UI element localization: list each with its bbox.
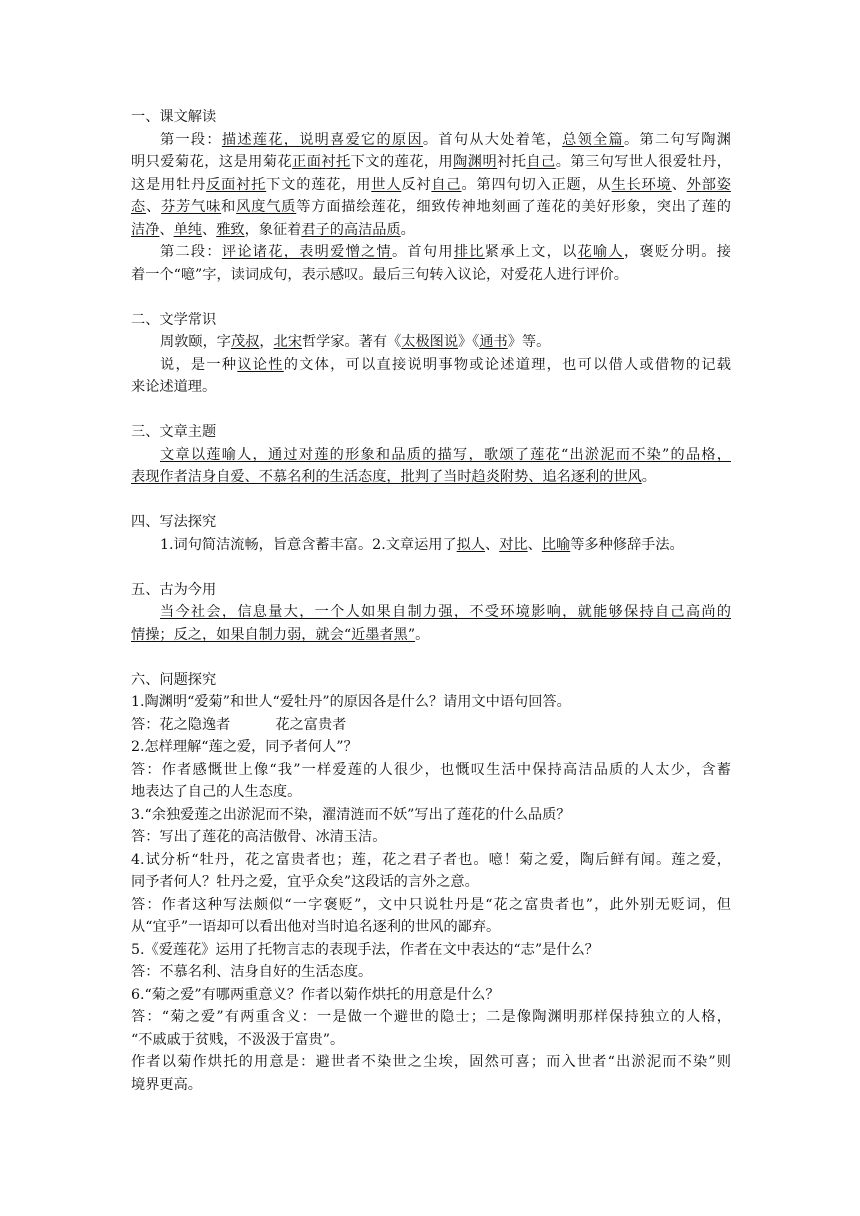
- underlined-phrase: 北宋: [273, 334, 302, 350]
- underlined-phrase: 文章以莲喻人，通过对莲的形象和品质的描写，歌颂了莲花“出淤泥而不染”的品格，: [160, 446, 731, 463]
- text-segment: “不戚戚于贫贱，不汲汲于富贵”。: [131, 1031, 345, 1048]
- text-line: [131, 691, 731, 714]
- section-s5: [131, 579, 731, 647]
- text-segment: 。: [415, 626, 430, 643]
- text-segment: 、: [159, 221, 174, 238]
- text-segment: 明只爱菊花，这是用菊花: [131, 154, 293, 170]
- underlined-phrase: 总领全篇: [562, 131, 624, 148]
- text-segment: 来论述道理。: [131, 379, 217, 395]
- text-line: [131, 534, 731, 557]
- underlined-phrase: 情操；反之，如果自制力弱，就会“近墨者黑”: [131, 626, 416, 643]
- underlined-phrase: 自己: [526, 154, 556, 170]
- underlined-phrase: 生长环境: [611, 176, 672, 193]
- text-line: [131, 444, 731, 467]
- text-segment: 1.词句简洁流畅，旨意含蓄丰富。2.文章运用了: [160, 536, 457, 553]
- underlined-phrase: 花喻人: [577, 244, 624, 260]
- section-spacer: [131, 286, 731, 309]
- text-segment: ，: [259, 334, 274, 350]
- text-segment: 、: [485, 536, 500, 553]
- text-segment: 、: [527, 536, 542, 553]
- text-segment: 6.“菊之爱”有哪两重意义？作者以菊作烘托的用意是什么？: [131, 986, 500, 1003]
- underlined-phrase: 雅致: [216, 221, 245, 238]
- text-segment: 。第二句写陶渊: [623, 131, 731, 148]
- text-line: [131, 376, 731, 399]
- text-segment: 哲学家。著有《: [301, 334, 402, 350]
- text-segment: 1.陶渊明“爱菊”和世人“爱牡丹”的原因各是什么？请用文中语句回答。: [131, 694, 571, 710]
- text-line: [131, 759, 731, 782]
- text-segment: 。首句用: [391, 244, 454, 260]
- underlined-phrase: 洁净: [131, 221, 160, 238]
- text-line: [131, 826, 731, 849]
- text-segment: 从“宜乎”一语却可以看出他对当时追名逐利的世风的鄙弃。: [131, 919, 501, 935]
- text-segment: 作者以菊作烘托的用意是：避世者不染世之尘埃，固然可喜；而入世者“出淤泥而不染”则: [131, 1054, 731, 1070]
- underlined-phrase: 陶渊明: [453, 154, 498, 170]
- underlined-phrase: 态: [131, 199, 147, 215]
- text-segment: 答：写出了莲花的高洁傲骨、冰清玉洁。: [131, 829, 387, 845]
- text-segment: 。: [641, 469, 656, 485]
- text-line: [131, 894, 731, 917]
- text-segment: 衬托: [497, 154, 527, 170]
- section-spacer: [131, 556, 731, 579]
- text-line: [131, 804, 731, 827]
- text-segment: 。首句从大处着笔，: [422, 131, 563, 148]
- underlined-phrase: 比喻: [541, 536, 571, 553]
- underlined-phrase: 自己: [431, 176, 462, 193]
- text-line: [131, 916, 731, 939]
- text-line: [131, 264, 731, 287]
- text-segment: 紧承上文，以: [484, 244, 578, 260]
- text-segment: 答：花之隐逸者 花之富贵者: [131, 716, 347, 733]
- text-line: [131, 939, 731, 962]
- text-segment: 下文的莲花，用: [266, 176, 372, 193]
- text-segment: 5.《爱莲花》运用了托物言志的表现手法，作者在文中表达的“志”是什么？: [131, 941, 599, 958]
- text-segment: 4.试分析“牡丹，花之富贵者也；莲，花之君子者也。噫！菊之爱，陶后鲜有闻。莲之爱，: [131, 851, 731, 868]
- text-line: [131, 241, 731, 264]
- text-segment: 境界更高。: [131, 1076, 202, 1093]
- section-s3: [131, 421, 731, 489]
- text-line: [131, 1074, 731, 1097]
- underlined-phrase: 茂叔: [230, 334, 260, 350]
- underlined-phrase: 风度气质: [236, 199, 297, 215]
- underlined-phrase: 排比: [453, 244, 485, 260]
- underlined-phrase: 单纯: [173, 221, 202, 238]
- text-segment: 。第四句切入正题，从: [461, 176, 612, 193]
- underlined-phrase: 议论性: [237, 356, 284, 373]
- text-segment: 答：作者这种写法颇似“一字褒贬”，文中只说牡丹是“花之富贵者也”，此外别无贬词，但: [131, 896, 731, 913]
- underlined-phrase: 芬芳气味: [161, 199, 222, 215]
- text-line: [131, 736, 731, 759]
- text-segment: 答：不慕名利、洁身自好的生活态度。: [131, 964, 373, 980]
- text-segment: 答：作者感慨世上像“我”一样爱莲的人很少，也慨叹生活中保持高洁品质的人太少，含蓄: [131, 761, 731, 778]
- text-line: [131, 961, 731, 984]
- text-segment: 同予者何人？牡丹之爱，宜乎众矣”这段话的言外之意。: [131, 874, 479, 890]
- text-line: [131, 151, 731, 174]
- section-s6: [131, 669, 731, 1097]
- underlined-phrase: 反面衬托: [206, 176, 267, 193]
- text-segment: 反衬: [401, 176, 432, 193]
- underlined-phrase: 评论诸花，表明爱憎之情: [221, 244, 392, 260]
- underlined-phrase: 拟人: [456, 536, 486, 553]
- section-spacer: [131, 399, 731, 422]
- section-heading: 三、文章主题: [131, 424, 217, 440]
- text-line: [131, 1029, 731, 1052]
- section-heading: 五、古为今用: [131, 581, 217, 598]
- text-segment: 第二段：: [160, 244, 222, 260]
- text-line: [131, 331, 731, 354]
- section-heading: 六、问题探究: [131, 671, 217, 688]
- underlined-phrase: 对比: [499, 536, 528, 553]
- underlined-phrase: 正面衬托: [292, 154, 351, 170]
- text-segment: 等多种修辞手法。: [570, 536, 684, 553]
- text-line: [131, 354, 731, 377]
- underlined-phrase: 君子的高洁品质: [301, 221, 401, 238]
- underlined-phrase: 太极图说: [401, 334, 459, 350]
- text-line: [131, 781, 731, 804]
- text-segment: 第一段：: [160, 131, 222, 148]
- text-segment: 等方面描绘莲花，细致传神地刻画了莲花的美好形象，突出了莲的: [296, 199, 731, 215]
- text-line: [131, 871, 731, 894]
- text-segment: ，褒贬分明。接: [623, 244, 731, 260]
- text-segment: 。第三句写世人很爱牡丹，: [555, 154, 731, 170]
- text-line: [131, 196, 731, 219]
- section-heading: 一、课文解读: [131, 109, 217, 125]
- text-segment: 》等。: [507, 334, 551, 350]
- text-line: [131, 1051, 731, 1074]
- text-line: [131, 1006, 731, 1029]
- section-s4: [131, 511, 731, 556]
- underlined-phrase: 描述莲花，说明喜爱它的原因: [221, 131, 423, 148]
- text-segment: 2.怎样理解“莲之爱，同予者何人”？: [131, 739, 358, 755]
- underlined-phrase: 表现作者洁身自爱、不慕名利的生活态度，批判了当时趋炎附势、追名逐利的世风: [131, 469, 642, 485]
- text-segment: 周敦颐，字: [160, 334, 231, 350]
- section-spacer: [131, 489, 731, 512]
- text-line: [131, 849, 731, 872]
- underlined-phrase: 当今社会，信息量大，一个人如果自制力强，不受环境影响，就能够保持自己高尚的: [160, 604, 731, 620]
- document-body: [131, 106, 731, 1096]
- underlined-phrase: 通书: [479, 334, 508, 350]
- text-segment: 说，是一种: [160, 356, 238, 373]
- text-segment: 和: [221, 199, 237, 215]
- text-segment: 的文体，可以直接说明事物或论述道理，也可以借人或借物的记载: [283, 356, 731, 373]
- text-segment: 》《: [458, 334, 480, 350]
- text-segment: 地表达了自己的人生态度。: [131, 784, 302, 800]
- section-s1: [131, 106, 731, 286]
- text-segment: 着一个“噫”字，读词成句，表示感叹。最后三句转入议论，对爱花人进行评价。: [131, 266, 628, 283]
- text-line: [131, 129, 731, 152]
- text-segment: 、: [201, 221, 217, 238]
- text-segment: 下文的莲花，用: [350, 154, 454, 170]
- text-segment: 、: [146, 199, 162, 215]
- underlined-phrase: 世人: [371, 176, 402, 193]
- text-segment: 答：“菊之爱”有两重含义：一是做一个避世的隐士；二是像陶渊明那样保持独立的人格，: [131, 1009, 731, 1025]
- text-segment: 3.“余独爱莲之出淤泥而不染，濯清涟而不妖”写出了莲花的什么品质？: [131, 806, 571, 823]
- text-line: [131, 984, 731, 1007]
- text-line: [131, 624, 731, 647]
- text-line: [131, 601, 731, 624]
- section-s2: [131, 309, 731, 399]
- section-heading: 二、文学常识: [131, 311, 217, 328]
- section-spacer: [131, 646, 731, 669]
- text-line: [131, 466, 731, 489]
- text-line: [131, 174, 731, 197]
- section-heading: 四、写法探究: [131, 514, 217, 530]
- text-segment: 。: [400, 221, 415, 238]
- text-segment: 这是用牡丹: [131, 176, 207, 193]
- text-line: [131, 714, 731, 737]
- underlined-phrase: 外部姿: [686, 176, 731, 193]
- text-line: [131, 219, 731, 242]
- text-segment: 、: [671, 176, 687, 193]
- text-segment: ，象征着: [244, 221, 302, 238]
